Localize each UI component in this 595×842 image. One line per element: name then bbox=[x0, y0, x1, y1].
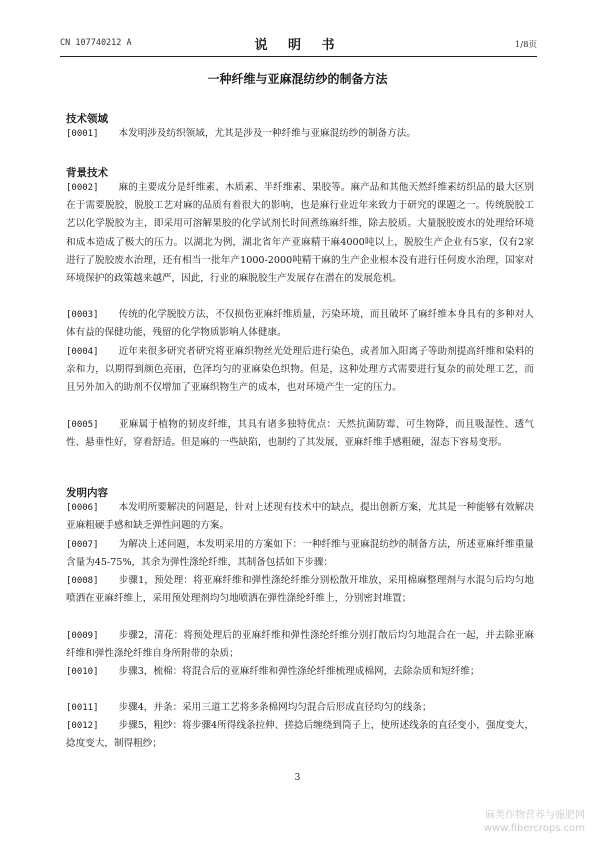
header-divider bbox=[60, 56, 537, 57]
watermark-url: www.fibercrops.com bbox=[483, 823, 585, 834]
paragraph-0009 bbox=[66, 627, 534, 663]
page-number: 3 bbox=[294, 773, 301, 783]
paragraph-0005 bbox=[66, 416, 534, 452]
paragraph-number: [0006] bbox=[66, 503, 99, 513]
document-title: 一种纤维与亚麻混纺纱的制备方法 bbox=[207, 72, 388, 86]
section-title: 说 明 书 bbox=[254, 38, 343, 53]
paragraph-text: 近年来很多研究者研究将亚麻织物丝光处理后进行染色，或者加入阳离子等助剂提高纤维和染料的亲和力，以期得到颜色亮丽，色泽均匀的亚麻染色织物。但是，这种处理方式需要进行复杂的前处理工艺，而且另外加入的助剂不仅增加了亚麻织物生产的成本，也对环境产生一定的压力。 bbox=[66, 346, 534, 394]
paragraph-text: 步骤1，预处理：将亚麻纤维和弹性涤纶纤维分别松散开堆放，采用棉麻整理剂与水混匀后均匀地喷洒在亚麻纤维上，采用预处理剂均匀地喷洒在弹性涤纶纤维上，分别密封堆置； bbox=[66, 575, 534, 605]
paragraph-number: [0012] bbox=[66, 721, 99, 731]
paragraph-0006 bbox=[66, 499, 534, 535]
paragraph-number: [0003] bbox=[66, 310, 99, 320]
paragraph-0008 bbox=[66, 572, 534, 608]
paragraph-0012 bbox=[66, 717, 534, 753]
patent-number: CN 107740212 A bbox=[60, 38, 132, 48]
paragraph-text: 步骤3，梳棉：将混合后的亚麻纤维和弹性涤纶纤维梳理成棉网，去除杂质和短纤维； bbox=[118, 666, 480, 677]
paragraph-text: 步骤2，清花：将预处理后的亚麻纤维和弹性涤纶纤维分别打散后均匀地混合在一起，并去除亚麻纤维和弹性涤纶纤维自身所附带的杂质； bbox=[66, 630, 534, 660]
paragraph-number: [0011] bbox=[66, 703, 99, 713]
page-indicator: 1/8页 bbox=[514, 40, 537, 50]
paragraph-text: 为解决上述问题，本发明采用的方案如下：一种纤维与亚麻混纺纱的制备方法，所述亚麻纤维重量含量为45-75%，其余为弹性涤纶纤维，其制备包括如下步骤： bbox=[66, 539, 534, 569]
paragraph-0002 bbox=[66, 179, 534, 288]
paragraph-text: 本发明涉及纺织领域，尤其是涉及一种纤维与亚麻混纺纱的制备方法。 bbox=[118, 128, 416, 139]
paragraph-number: [0004] bbox=[66, 347, 99, 357]
heading-invention: 发明内容 bbox=[66, 487, 108, 499]
paragraph-text: 步骤4，并条：采用三道工艺将多条棉网均匀混合后形成直径均匀的线条； bbox=[118, 702, 432, 713]
heading-tech-field: 技术领域 bbox=[66, 113, 108, 125]
paragraph-text: 传统的化学脱胶方法，不仅损伤亚麻纤维质量，污染环境，而且破坏了麻纤维本身具有的多种对人体有益的保健功能，残留的化学物质影响人体健康。 bbox=[66, 309, 534, 339]
paragraph-text: 步骤5，粗纱：将步骤4所得线条拉伸、搓捻后缠绕到筒子上，使所述线条的直径变小，强度变大，捻度变大，制得粗纱； bbox=[66, 720, 534, 750]
heading-background: 背景技术 bbox=[66, 167, 108, 179]
paragraph-0003 bbox=[66, 306, 534, 342]
paragraph-text: 麻的主要成分是纤维素、木质素、半纤维素、果胶等。麻产品和其他天然纤维素纺织品的最大区别在于需要脱胶，脱胶工艺对麻的品质有着很大的影响，也是麻行业近年来致力于研究的课题之一。传统脱胶工艺以化学脱胶为主，即采用可溶解果胶的化学试剂长时间煮练麻纤维，除去胶质。大量脱胶废水的处理给环境和成本造成了极大的压力。以湖北为例，湖北省年产亚麻精干麻4000吨以上，脱胶生产企业有5家，仅有2家进行了脱胶废水治理，还有相当一批年产1000-2000吨精干麻的生产企业根本没有进行任何废水治理，国家对环境保护的政策越来越严，因此，行业的麻脱胶生产发展存在潜在的发展危机。 bbox=[66, 182, 534, 285]
paragraph-number: [0010] bbox=[66, 667, 99, 677]
paragraph-text: 亚麻属于植物的韧皮纤维，其具有诸多独特优点：天然抗菌防霉、可生物降，而且吸湿性、透气性、悬垂性好，穿着舒适。但是麻的一些缺陷，也制约了其发展，亚麻纤维手感粗硬，湿态下容易变形。 bbox=[66, 419, 534, 449]
watermark-title: 麻类作物营养与施肥网 bbox=[485, 810, 585, 821]
watermark bbox=[484, 809, 585, 835]
paragraph-number: [0009] bbox=[66, 631, 99, 641]
paragraph-number: [0008] bbox=[66, 576, 99, 586]
paragraph-number: [0001] bbox=[66, 129, 99, 139]
paragraph-number: [0002] bbox=[66, 183, 99, 193]
paragraph-0007 bbox=[66, 536, 534, 572]
paragraph-0001 bbox=[66, 125, 534, 143]
paragraph-text: 本发明所要解决的问题是，针对上述现有技术中的缺点，提出创新方案，尤其是一种能够有效解决亚麻粗硬手感和缺乏弹性问题的方案。 bbox=[66, 502, 534, 532]
paragraph-number: [0007] bbox=[66, 540, 99, 550]
paragraph-0010 bbox=[66, 663, 534, 681]
paragraph-0011 bbox=[66, 699, 534, 717]
paragraph-0004 bbox=[66, 343, 534, 398]
paragraph-number: [0005] bbox=[66, 420, 99, 430]
page-header bbox=[60, 34, 537, 54]
